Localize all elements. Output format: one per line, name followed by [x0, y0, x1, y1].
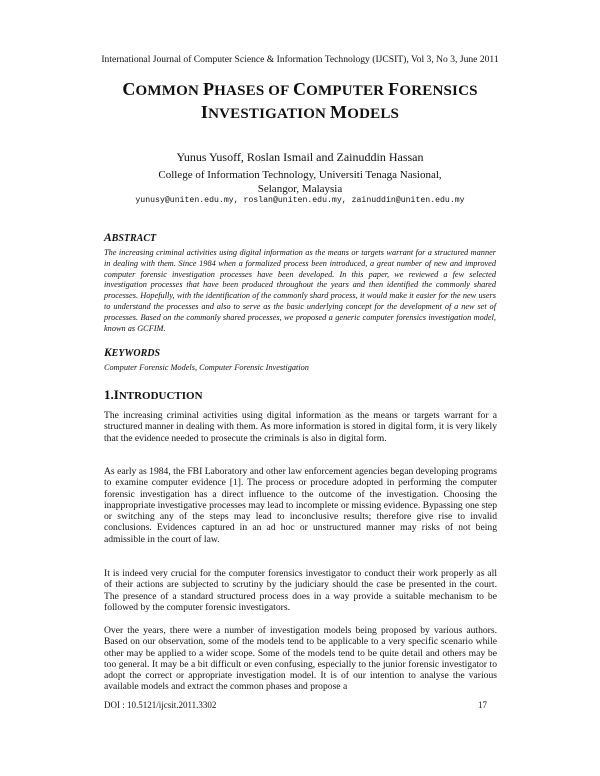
- author-emails: yunusy@uniten.edu.my, roslan@uniten.edu.my, zainuddin@uniten.edu.my: [135, 196, 465, 205]
- introduction-heading: [104, 387, 203, 403]
- title-word-cap: C: [122, 79, 136, 99]
- title-word-rest: ODELS: [347, 106, 400, 122]
- abstract-text: The increasing criminal activities using digital information as the means or targets warrant for a structured manner in dealing with them. Since 1984 when a formalized process been introduced, a great number of new and improved computer forensic investigation processes have been developed. In this paper, we reviewed a few selected investigation processes that have been produced throughout the years and then identified the commonly shared processes. Hopefully, with the identification of the commonly shard process, it would make it easier for the new users to understand the processes and also to serve as the basic underlying concept for the development of a new set of processes. Based on the commonly shared processes, we proposed a generic computer forensics investigation model, known as GCFIM.: [104, 248, 496, 333]
- keywords-heading-rest: EYWORDS: [111, 348, 161, 359]
- title-word-rest: NVESTIGATION: [208, 106, 331, 122]
- abstract-heading: [104, 232, 156, 244]
- affiliation: [130, 169, 470, 196]
- intro-paragraph: It is indeed very crucial for the computer forensics investigator to conduct their work properly as all of their actions are subjected to scrutiny by the judiciary should the case be presented in the court. The presence of a standard structured process does in a way provide a suitable mechanism to be followed by the computer forensic investigators.: [104, 568, 497, 613]
- title-word-rest: OMMON: [135, 83, 203, 99]
- page-number: 17: [478, 700, 487, 710]
- affiliation-line-2: Selangor, Malaysia: [257, 182, 343, 195]
- paper-title: [60, 79, 540, 125]
- abstract-heading-cap: A: [104, 232, 112, 244]
- introduction-heading-rest: NTRODUCTION: [118, 390, 203, 402]
- intro-paragraph: Over the years, there were a number of investigation models being proposed by various authors. Based on our observation, some of the models tend to be applicable to a very specific scenario while other may be applied to a wider scope. Some of the models tend to be quite detail and others may be too general. It may be a bit difficult or even confusing, especially to the junior forensic investigator to adopt the correct or appropriate investigation model. It is of our intention to analyse the various available models and extract the common phases and propose a: [104, 625, 497, 693]
- intro-paragraph: The increasing criminal activities using digital information as the means or targets warrant for a structured manner in dealing with them. As more information is stored in digital form, it is very likely that the evidence needed to prosecute the criminals is also in digital form.: [104, 410, 497, 444]
- title-word-rest: OMPUTER: [306, 83, 389, 99]
- title-line-2: [60, 102, 540, 125]
- abstract-heading-rest: BSTRACT: [111, 233, 157, 244]
- title-word-cap: P: [202, 79, 215, 99]
- title-line-1: [60, 79, 540, 102]
- keywords-heading-cap: K: [104, 347, 112, 359]
- title-word-cap: C: [292, 79, 307, 99]
- journal-header: International Journal of Computer Science & Information Technology (IJCSIT), Vol 3, No 3, June 2011: [101, 54, 499, 65]
- section-number: 1.: [104, 387, 114, 402]
- title-word-cap: M: [330, 102, 348, 122]
- keywords-heading: [104, 347, 160, 359]
- authors: Yunus Yusoff, Roslan Ismail and Zainuddin Hassan: [176, 150, 424, 164]
- keywords-text: Computer Forensic Models, Computer Forensic Investigation: [104, 363, 309, 372]
- intro-paragraph: As early as 1984, the FBI Laboratory and other law enforcement agencies began developing programs to examine computer evidence [1]. The process or procedure adopted in performing the computer forensic investigation has a direct influence to the outcome of the investigation. Choosing the inappropriate investigative processes may lead to incomplete or missing evidence. Bypassing one step or switching any of the steps may lead to inconclusive results; therefore give rise to invalid conclusions. Evidences captured in an ad hoc or unstructured manner may risks of not being admissible in the court of law.: [104, 466, 497, 545]
- affiliation-line-1: College of Information Technology, Universiti Tenaga Nasional,: [158, 169, 442, 181]
- title-word-cap: I: [200, 102, 209, 122]
- title-word-rest: HASES OF: [214, 83, 293, 99]
- title-word-cap: F: [388, 79, 400, 99]
- introduction-heading-cap: I: [113, 387, 119, 402]
- title-word-rest: ORENSICS: [399, 83, 478, 99]
- doi: DOI : 10.5121/ijcsit.2011.3302: [104, 700, 217, 710]
